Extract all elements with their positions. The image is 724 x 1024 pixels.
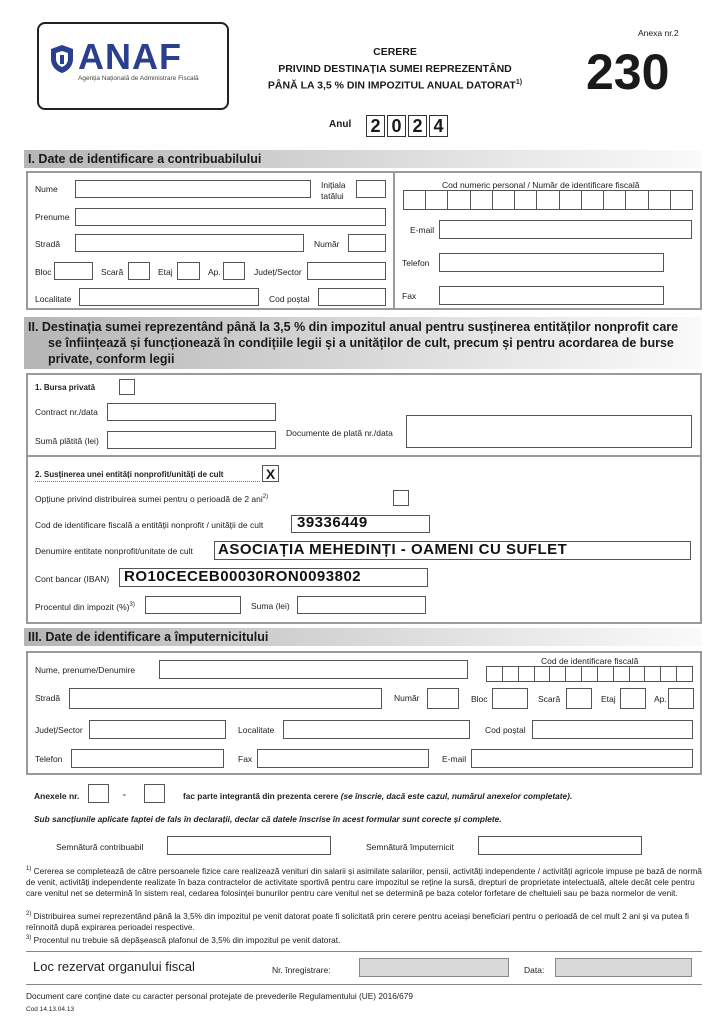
annex-label: Anexa nr.2 bbox=[638, 28, 679, 38]
annex-to-input[interactable] bbox=[144, 784, 165, 803]
suma-lei-input[interactable] bbox=[297, 596, 426, 614]
footnote-3-mark: 3) bbox=[26, 935, 32, 941]
etaj-label: Etaj bbox=[158, 267, 173, 277]
section2-title-line1: II. Destinația sumei reprezentând până la 3,5 % din impozitul anual pentru susținerea entităților nonprofit care bbox=[28, 320, 679, 334]
annexes-text-main: fac parte integrantă din prezenta cerere bbox=[183, 791, 339, 801]
annexes-label: Anexele nr. bbox=[34, 791, 80, 801]
documente-input[interactable] bbox=[406, 415, 692, 448]
logo-subtitle: Agenția Națională de Administrare Fiscală bbox=[78, 75, 199, 82]
bloc-input[interactable] bbox=[54, 262, 93, 280]
cnp-grid[interactable] bbox=[403, 190, 693, 210]
telefon-input[interactable] bbox=[439, 253, 664, 272]
imp-etaj-label: Etaj bbox=[601, 694, 616, 704]
footnote-3-text: Procentul nu trebuie să depășească plafonul de 3,5% din impozitul pe venit datorat. bbox=[33, 934, 341, 945]
imp-cif-grid[interactable] bbox=[486, 666, 693, 682]
imp-cod-postal-input[interactable] bbox=[532, 720, 693, 739]
bloc-label: Bloc bbox=[35, 267, 52, 277]
year-digit-3: 2 bbox=[408, 115, 427, 137]
footnote-1 bbox=[26, 864, 702, 899]
year-label: Anul bbox=[329, 119, 352, 130]
footnote-3 bbox=[26, 933, 702, 946]
etaj-input[interactable] bbox=[177, 262, 200, 280]
footnote-2 bbox=[26, 909, 702, 933]
procent-sup: 3) bbox=[129, 602, 135, 609]
section2-title-line2: se înființează și funcționează în condițiile legii și a unităților de cult, precum și pentru acordarea de burse bbox=[48, 336, 674, 350]
prenume-input[interactable] bbox=[75, 208, 386, 226]
imp-telefon-label: Telefon bbox=[35, 754, 63, 764]
declaration-text: Sub sancțiunile aplicate faptei de fals în declarații, declar că datele înscrise în acest formular sunt corecte și complete. bbox=[34, 814, 502, 824]
imp-ap-label: Ap. bbox=[654, 694, 667, 704]
cif-label: Cod de identificare fiscală a entității nonprofit / unității de cult bbox=[35, 520, 264, 530]
imp-cif-label: Cod de identificare fiscală bbox=[541, 656, 639, 666]
imp-email-label: E-mail bbox=[442, 754, 467, 764]
cif-value: 39336449 bbox=[297, 514, 368, 531]
nr-inreg-input[interactable] bbox=[359, 958, 509, 977]
cnp-label: Cod numeric personal / Număr de identificare fiscală bbox=[442, 180, 640, 190]
contract-input[interactable] bbox=[107, 403, 276, 421]
imp-telefon-input[interactable] bbox=[71, 749, 224, 768]
initiala-label: Inițiala bbox=[321, 180, 346, 190]
footnote-2-mark: 2) bbox=[26, 911, 32, 917]
imp-localitate-input[interactable] bbox=[283, 720, 470, 739]
cod-postal-input[interactable] bbox=[318, 288, 386, 306]
nr-inreg-label: Nr. înregistrare: bbox=[272, 965, 331, 975]
fax-input[interactable] bbox=[439, 286, 664, 305]
imp-cod-postal-label: Cod poștal bbox=[485, 725, 526, 735]
imp-email-input[interactable] bbox=[471, 749, 693, 768]
annexes-dash: - bbox=[123, 789, 126, 799]
nume-label: Nume bbox=[35, 184, 58, 194]
localitate-label: Localitate bbox=[35, 294, 72, 304]
year-digit-1: 2 bbox=[366, 115, 385, 137]
section2-title bbox=[24, 317, 702, 369]
imp-etaj-input[interactable] bbox=[620, 688, 646, 709]
imp-scara-input[interactable] bbox=[566, 688, 592, 709]
ap-label: Ap. bbox=[208, 267, 221, 277]
optiune-checkbox[interactable] bbox=[393, 490, 409, 506]
procent-text: Procentul din impozit (%) bbox=[35, 602, 130, 612]
section2-divider bbox=[28, 455, 700, 457]
imp-numar-input[interactable] bbox=[427, 688, 459, 709]
footnote-1-mark: 1) bbox=[26, 866, 32, 872]
imp-judet-input[interactable] bbox=[89, 720, 226, 739]
form-code: Cod 14.13.04.13 bbox=[26, 1006, 75, 1013]
imp-nume-label: Nume, prenume/Denumire bbox=[35, 665, 136, 675]
imp-ap-input[interactable] bbox=[668, 688, 694, 709]
imp-scara-label: Scară bbox=[538, 694, 561, 704]
prenume-label: Prenume bbox=[35, 212, 70, 222]
logo-text: ANAF bbox=[78, 36, 182, 77]
fiscal-top-rule bbox=[26, 951, 702, 952]
optiune-label bbox=[35, 494, 268, 504]
title-sup: 1) bbox=[515, 79, 523, 86]
localitate-input[interactable] bbox=[79, 288, 259, 306]
data-input[interactable] bbox=[555, 958, 692, 977]
imp-nume-input[interactable] bbox=[159, 660, 468, 679]
title-line2: PRIVIND DESTINAȚIA SUMEI REPREZENTÂND bbox=[278, 63, 512, 75]
sig-imputernicit-label: Semnătură împuternicit bbox=[366, 842, 454, 852]
optiune-sup: 2) bbox=[262, 494, 269, 501]
strada-input[interactable] bbox=[75, 234, 304, 252]
sig-contribuabil-input[interactable] bbox=[167, 836, 331, 855]
optiune-text: Opțiune privind distribuirea sumei pentru o perioadă de 2 ani bbox=[35, 494, 263, 504]
imp-bloc-label: Bloc bbox=[471, 694, 488, 704]
annex-from-input[interactable] bbox=[88, 784, 109, 803]
imp-numar-label: Număr bbox=[394, 693, 420, 703]
sustinere-checkbox[interactable]: X bbox=[262, 465, 279, 482]
footnote-1-text: Cererea se completează de către persoanele fizice care realizează venituri din salarii și asimilate salariilor, pensii, activități independente / activități agricole impuse pe bază de normă de venit, activități independente realizate în baza contractelor de activitate sportivă pentru care impozitul se reține la sursă, drepturi de proprietate intelectuală, altele decât cele pentru care venitul net se determină în sistem real, cedarea folosinței bunurilor pentru care venitul net se determină pe baza cotelor forfetare de cheltuieli sau pe baza normelor de venit. bbox=[26, 865, 702, 898]
cod-postal-label: Cod poștal bbox=[269, 294, 310, 304]
data-label: Data: bbox=[524, 965, 545, 975]
judet-label: Județ/Sector bbox=[254, 267, 302, 277]
suma-lei-label: Suma (lei) bbox=[251, 601, 290, 611]
title-line3-text: PÂNĂ LA 3,5 % DIN IMPOZITUL ANUAL DATORAT bbox=[267, 79, 516, 92]
ap-input[interactable] bbox=[223, 262, 245, 280]
anaf-shield-icon bbox=[49, 44, 75, 79]
denumire-value: ASOCIAȚIA MEHEDINȚI - OAMENI CU SUFLET bbox=[218, 541, 568, 558]
scara-input[interactable] bbox=[128, 262, 150, 280]
suma-platita-input[interactable] bbox=[107, 431, 276, 449]
fiscal-bottom-rule bbox=[26, 984, 702, 985]
sig-contribuabil-label: Semnătură contribuabil bbox=[56, 842, 144, 852]
documente-label: Documente de plată nr./data bbox=[286, 428, 393, 438]
bursa-checkbox[interactable] bbox=[119, 379, 135, 395]
cont-label: Cont bancar (IBAN) bbox=[35, 574, 110, 584]
nume-input[interactable] bbox=[75, 180, 311, 198]
denumire-label: Denumire entitate nonprofit/unitate de cult bbox=[35, 546, 193, 556]
sustinere-label: 2. Susținerea unei entități nonprofit/unități de cult bbox=[35, 470, 224, 479]
title-line3 bbox=[245, 79, 545, 92]
fax-label: Fax bbox=[402, 291, 417, 301]
contract-label: Contract nr./data bbox=[35, 407, 98, 417]
suma-platita-label: Sumă plătită (lei) bbox=[35, 436, 99, 446]
imp-localitate-label: Localitate bbox=[238, 725, 275, 735]
annexes-text bbox=[183, 791, 572, 801]
fiscal-label: Loc rezervat organului fiscal bbox=[33, 959, 195, 974]
email-label: E-mail bbox=[410, 225, 435, 235]
procent-input[interactable] bbox=[145, 596, 241, 614]
imp-bloc-input[interactable] bbox=[492, 688, 528, 709]
procent-label bbox=[35, 602, 135, 612]
section1-divider bbox=[393, 171, 395, 310]
judet-input[interactable] bbox=[307, 262, 386, 280]
section1-title: I. Date de identificare a contribuabilului bbox=[24, 150, 702, 168]
year-digit-4: 4 bbox=[429, 115, 448, 137]
numar-input[interactable] bbox=[348, 234, 386, 252]
cont-value: RO10CECEB00030RON0093802 bbox=[124, 568, 362, 585]
tatalui-label: tatălui bbox=[321, 191, 344, 201]
numar-label: Număr bbox=[314, 239, 340, 249]
imp-judet-label: Județ/Sector bbox=[35, 725, 83, 735]
initiala-input[interactable] bbox=[356, 180, 386, 198]
strada-label: Stradă bbox=[35, 239, 61, 249]
year-digit-2: 0 bbox=[387, 115, 406, 137]
form-number: 230 bbox=[586, 44, 670, 100]
imp-fax-input[interactable] bbox=[257, 749, 429, 768]
imp-fax-label: Fax bbox=[238, 754, 253, 764]
section3-title: III. Date de identificare a împuternicitului bbox=[24, 628, 702, 646]
imp-strada-input[interactable] bbox=[69, 688, 382, 709]
sig-imputernicit-input[interactable] bbox=[478, 836, 642, 855]
scara-label: Scară bbox=[101, 267, 124, 277]
gdpr-text: Document care conține date cu caracter personal protejate de prevederile Regulamentului (UE) 2016/679 bbox=[26, 991, 413, 1001]
telefon-label: Telefon bbox=[402, 258, 430, 268]
section2-title-line3: private, conform legii bbox=[48, 352, 175, 366]
email-input[interactable] bbox=[439, 220, 692, 239]
imp-strada-label: Stradă bbox=[35, 693, 61, 703]
title-line1: CERERE bbox=[373, 46, 417, 58]
footnote-2-text: Distribuirea sumei reprezentând până la 3,5% din impozitul pe venit datorat poate fi solicitată prin cerere pentru aceiași beneficiari pentru o perioadă de cel mult 2 ani și va putea fi reînnoită după expirarea perioadei respective. bbox=[26, 910, 690, 932]
sustinere-divider bbox=[35, 481, 260, 482]
bursa-label: 1. Bursa privată bbox=[35, 383, 96, 392]
annexes-note: (se înscrie, dacă este cazul, numărul anexelor completate). bbox=[340, 791, 573, 801]
